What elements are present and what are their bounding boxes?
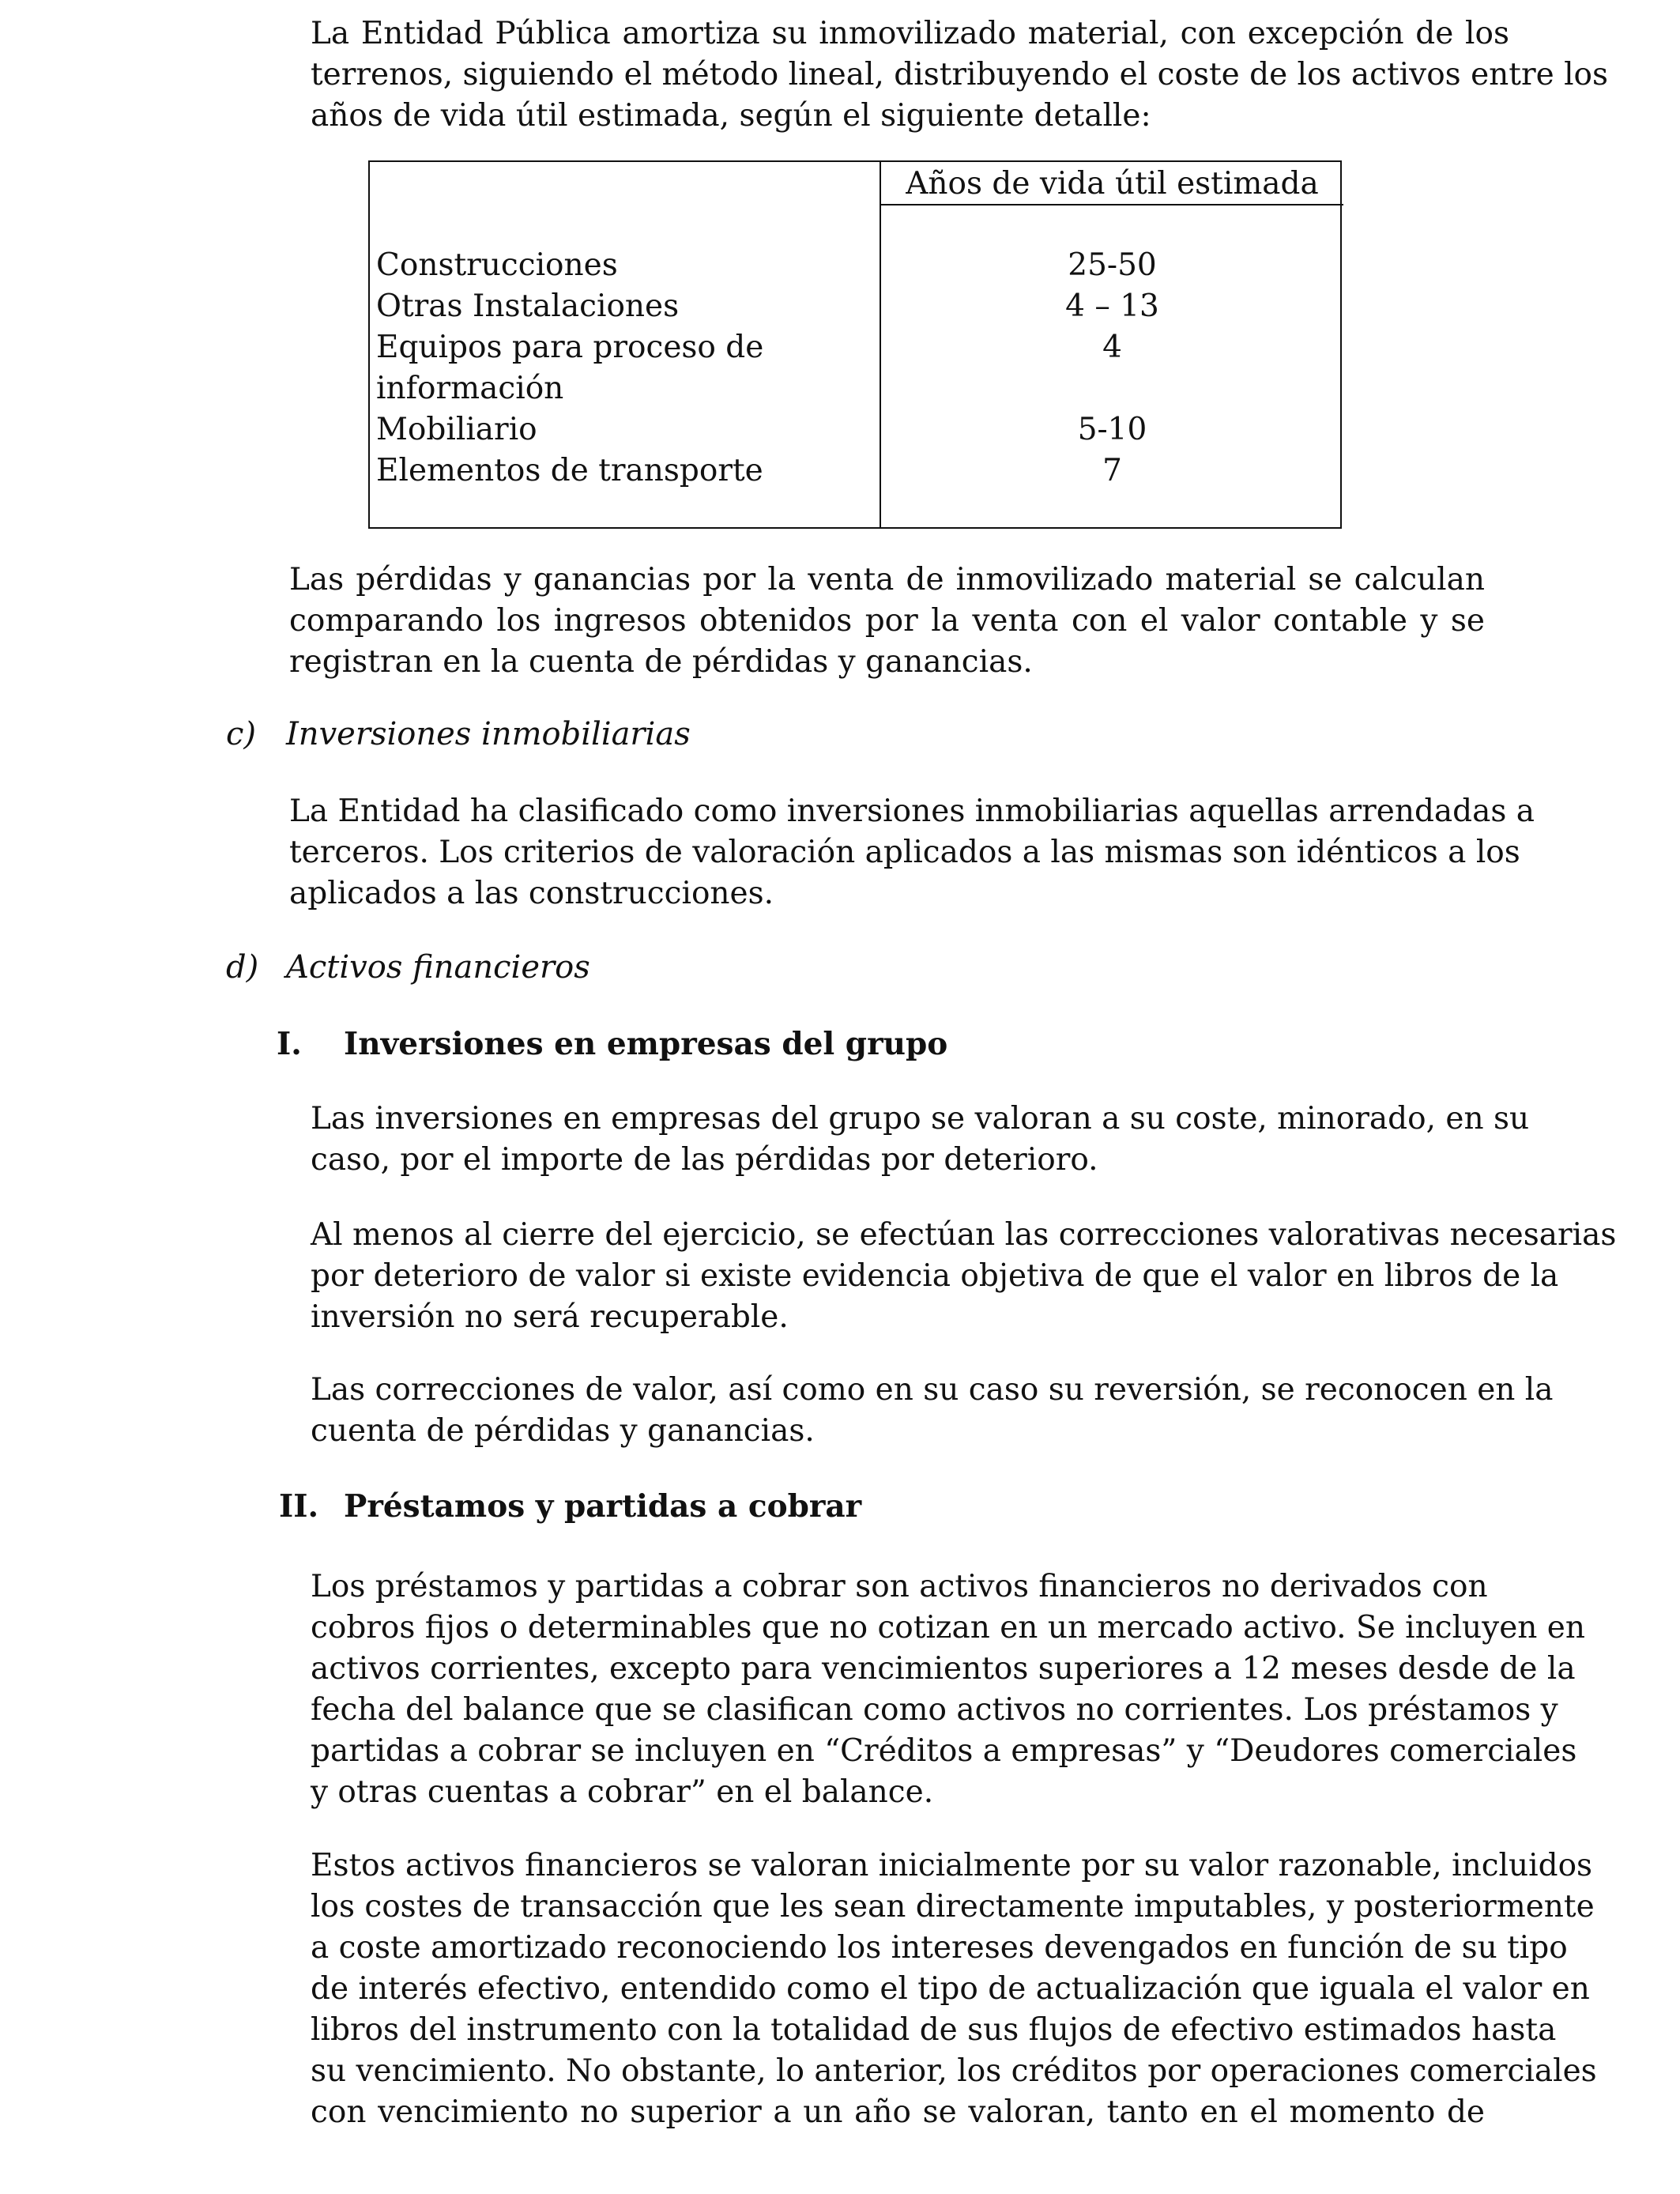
subsection-marker: II. [279, 1488, 319, 1525]
text-line: Al menos al cierre del ejercicio, se efectúan las correcciones valorativas necesarias [311, 1217, 1617, 1253]
text-line: aplicados a las construcciones. [289, 876, 774, 911]
section-title: Activos financieros [286, 949, 590, 986]
table-row-label: Otras Instalaciones [376, 288, 680, 324]
text-line: su vencimiento. No obstante, lo anterior, los créditos por operaciones comerciales [311, 2053, 1597, 2089]
subsection-title: Inversiones en empresas del grupo [344, 1026, 948, 1062]
text-line: terceros. Los criterios de valoración aplicados a las mismas son idénticos a los [289, 835, 1520, 870]
useful-life-table [368, 160, 1342, 529]
text-line: comparando los ingresos obtenidos por la venta con el valor contable y se [289, 603, 1485, 639]
table-row-label: Equipos para proceso de [376, 330, 764, 365]
table-row-label: información [376, 371, 564, 406]
text-line: libros del instrumento con la totalidad de sus flujos de efectivo estimados hasta [311, 2012, 1557, 2048]
text-line: Las correcciones de valor, así como en su caso su reversión, se reconocen en la [311, 1372, 1554, 1408]
table-row-label: Mobiliario [376, 412, 537, 447]
text-line: terrenos, siguiendo el método lineal, distribuyendo el coste de los activos entre los [311, 57, 1609, 92]
text-line: registran en la cuenta de pérdidas y ganancias. [289, 644, 1033, 680]
text-line: Las pérdidas y ganancias por la venta de inmovilizado material se calculan [289, 562, 1485, 598]
table-row-value: 4 – 13 [1065, 288, 1159, 324]
subsection-marker: I. [277, 1026, 302, 1062]
text-line: años de vida útil estimada, según el siguiente detalle: [311, 98, 1151, 134]
table-row-value: 5-10 [1077, 412, 1147, 447]
section-marker: d) [226, 949, 259, 986]
sub2-paragraph-1 [311, 1566, 1585, 1813]
intro-paragraph [311, 13, 1609, 137]
text-line: Estos activos financieros se valoran inicialmente por su valor razonable, incluidos [311, 1848, 1593, 1883]
table-header: Años de vida útil estimada [906, 166, 1319, 202]
section-c-paragraph [289, 791, 1535, 914]
text-line: Las inversiones en empresas del grupo se valoran a su coste, minorado, en su [311, 1101, 1530, 1137]
text-line: inversión no será recuperable. [311, 1299, 789, 1335]
table-row-label: Construcciones [376, 247, 618, 283]
sub1-paragraph-2 [311, 1215, 1617, 1338]
losses-paragraph [289, 560, 1485, 683]
sub1-paragraph-3 [311, 1370, 1554, 1452]
table-row-label: Elementos de transporte [376, 453, 763, 488]
text-line: y otras cuentas a cobrar” en el balance. [311, 1774, 934, 1810]
text-line: de interés efectivo, entendido como el tipo de actualización que iguala el valor en [311, 1971, 1590, 2007]
text-line: fecha del balance que se clasifican como activos no corrientes. Los préstamos y [311, 1692, 1558, 1728]
text-line: activos corrientes, excepto para vencimientos superiores a 12 meses desde de la [311, 1651, 1576, 1687]
section-marker: c) [226, 716, 257, 752]
text-line: a coste amortizado reconociendo los intereses devengados en función de su tipo [311, 1930, 1568, 1966]
text-line: La Entidad ha clasificado como inversiones inmobiliarias aquellas arrendadas a [289, 794, 1535, 829]
sub1-paragraph-1 [311, 1099, 1530, 1181]
table-row-value: 7 [1102, 453, 1122, 488]
table-header-rule [880, 204, 1343, 205]
text-line: partidas a cobrar se incluyen en “Créditos a empresas” y “Deudores comerciales [311, 1733, 1577, 1769]
table-row-value: 4 [1102, 330, 1122, 365]
text-line: caso, por el importe de las pérdidas por deterioro. [311, 1142, 1098, 1178]
text-line: cobros fijos o determinables que no cotizan en un mercado activo. Se incluyen en [311, 1610, 1585, 1646]
section-title: Inversiones inmobiliarias [286, 716, 691, 752]
text-line: La Entidad Pública amortiza su inmovilizado material, con excepción de los [311, 16, 1509, 51]
subsection-title: Préstamos y partidas a cobrar [344, 1488, 862, 1525]
text-line: cuenta de pérdidas y ganancias. [311, 1413, 815, 1449]
text-line: con vencimiento no superior a un año se valoran, tanto en el momento de [311, 2094, 1485, 2130]
text-line: Los préstamos y partidas a cobrar son activos financieros no derivados con [311, 1569, 1488, 1604]
table-row-value: 25-50 [1068, 247, 1157, 283]
text-line: por deterioro de valor si existe evidencia objetiva de que el valor en libros de la [311, 1258, 1559, 1294]
sub2-paragraph-2 [311, 1845, 1597, 2133]
text-line: los costes de transacción que les sean directamente imputables, y posteriormente [311, 1889, 1595, 1924]
